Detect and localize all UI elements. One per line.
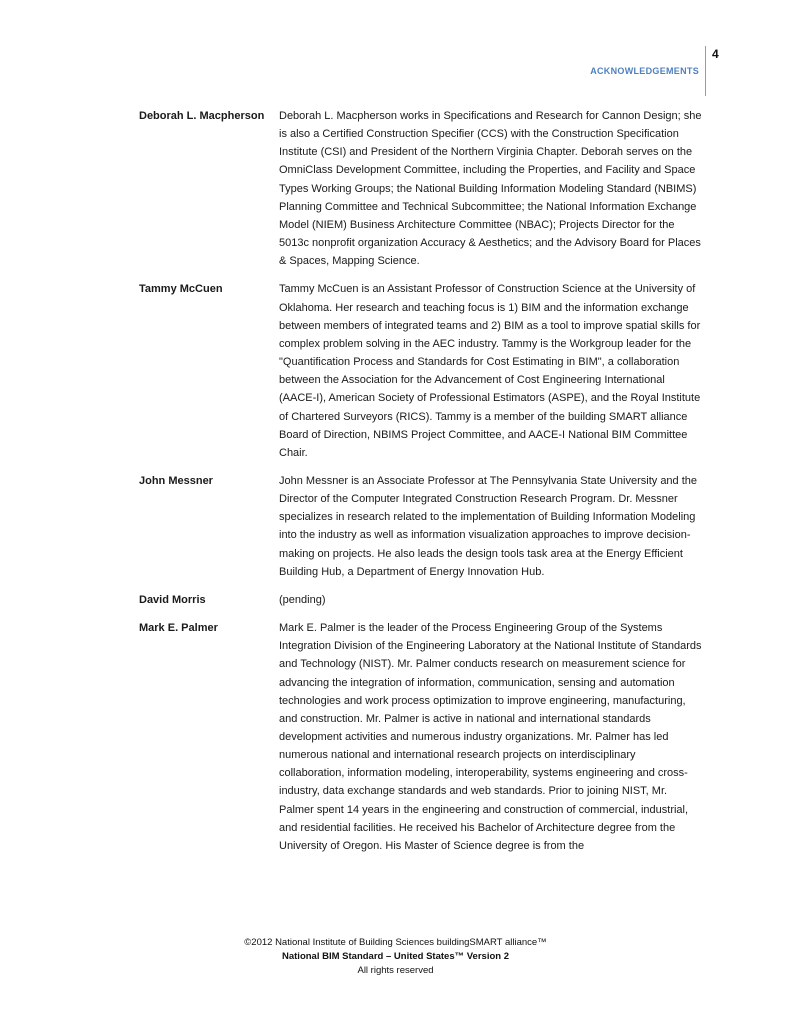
entry-messner xyxy=(139,472,709,581)
entry-name: Deborah L. Macpherson xyxy=(139,110,265,122)
acknowledgements-list xyxy=(139,107,709,865)
entry-bio: (pending) xyxy=(279,593,326,606)
entry-bio: Mark E. Palmer is the leader of the Process Engineering Group of the Systems Integration Division of the Engineering Laboratory at the National Institute of Standards and Technology (NIST). Mr. Palmer conducts research on measurement science for advancing the integration of information, communication, sensing and automation technologies and work process optimization to improve engineering, manufacturing, and construction. Mr. Palmer is active in national and international standards development activities and numerous industry organizations. Mr. Palmer has led numerous national and international research projects on interdisciplinary collaboration, information modeling, interoperability, systems engineering and cross-industry, data exchange standards and web standards. Prior to joining NIST, Mr. Palmer spent 14 years in the engineering and construction of commercial, industrial, and residential facilities. He received his Bachelor of Architecture degree from the University of Oregon. His Master of Science degree is from the xyxy=(279,622,702,852)
page-number: 4 xyxy=(712,47,719,61)
section-title: ACKNOWLEDGEMENTS xyxy=(590,66,699,76)
entry-name: Tammy McCuen xyxy=(139,283,223,296)
entry-palmer xyxy=(139,619,709,855)
entry-macpherson xyxy=(139,107,709,270)
entry-name: David Morris xyxy=(139,593,206,606)
footer-standard-title: National BIM Standard – United States™ Version 2 xyxy=(282,951,509,962)
header-divider xyxy=(705,46,706,96)
entry-bio: Deborah L. Macpherson works in Specifications and Research for Cannon Design; she is also a Certified Construction Specifier (CCS) with the Construction Specification Institute (CSI) and President of the Northern Virginia Chapter. Deborah serves on the OmniClass Development Committee, including the Properties, and Facility and Space Types Working Groups; the National Building Information Modeling Standard (NBIMS) Planning Committee and Technical Subcommittee; the National Information Exchange Model (NIEM) Business Architecture Committee (NBAC); Projects Director for the 5013c nonprofit organization Accuracy & Aesthetics; and the Advisory Board for Places & Spaces, Mapping Science. xyxy=(279,110,702,268)
entry-name: Mark E. Palmer xyxy=(139,622,218,635)
footer-rights: All rights reserved xyxy=(357,965,434,976)
entry-morris xyxy=(139,591,709,609)
entry-bio: John Messner is an Associate Professor at The Pennsylvania State University and the Director of the Computer Integrated Construction Research Program. Dr. Messner specializes in research related to the implementation of Building Information Modeling into the industry as well as information visualization approaches to improve decision-making on projects. He also leads the design tools task area at the Energy Efficient Building Hub, a Department of Energy Innovation Hub. xyxy=(279,474,698,578)
entry-mccuen xyxy=(139,280,709,462)
footer-copyright: ©2012 National Institute of Building Sciences buildingSMART alliance™ xyxy=(244,937,547,948)
entry-name: John Messner xyxy=(139,474,213,487)
entry-bio: Tammy McCuen is an Assistant Professor of Construction Science at the University of Oklahoma. Her research and teaching focus is 1) BIM and the information exchange between members of integrated teams and 2) BIM as a tool to improve spatial skills for complex problem solving in the AEC industry. Tammy is the Workgroup leader for the "Quantification Process and Standards for Cost Estimating in BIM", a collaboration between the Association for the Advancement of Cost Engineering International (AACE-I), American Society of Professional Estimators (ASPE), and the Royal Institute of Chartered Surveyors (RICS). Tammy is a member of the building SMART alliance Board of Direction, NBIMS Project Committee, and AACE-I National BIM Committee Chair. xyxy=(279,283,701,459)
page-footer xyxy=(0,936,791,978)
